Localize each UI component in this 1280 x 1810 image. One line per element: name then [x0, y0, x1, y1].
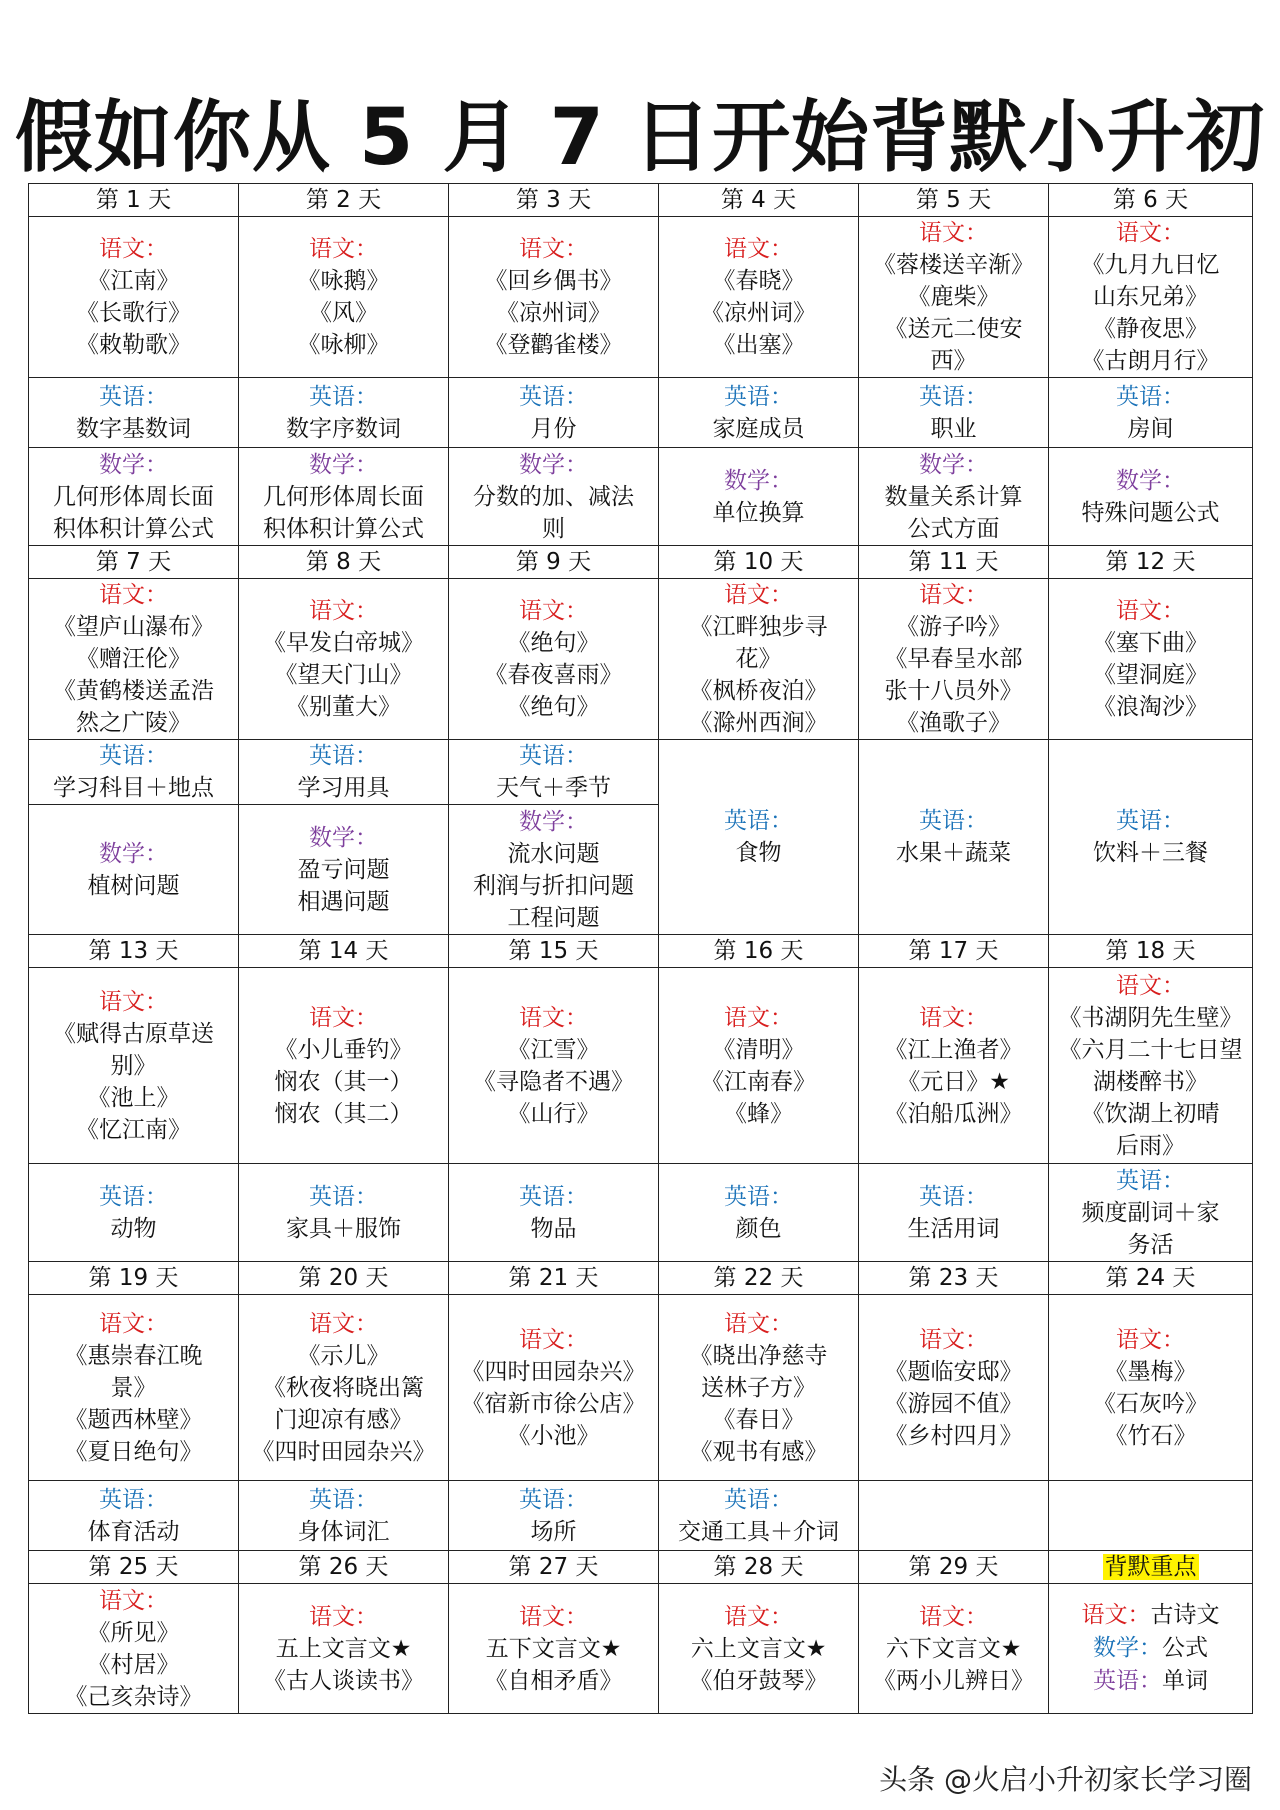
day-header: 第 10 天: [659, 546, 859, 579]
english-label: 英语：: [99, 383, 168, 410]
day-header: 第 6 天: [1049, 184, 1253, 217]
poem: 《自相矛盾》: [484, 1667, 623, 1694]
poem: 《晓出净慈寺: [689, 1342, 828, 1369]
english-cell: [449, 1481, 659, 1551]
day-header: 第 25 天: [29, 1551, 239, 1584]
math-label: 数学：: [309, 451, 378, 478]
poem: 六上文言文★: [690, 1635, 827, 1662]
english-topic: 数字序数词: [286, 415, 401, 442]
poem: 《乡村四月》: [884, 1422, 1023, 1449]
math-cell: [449, 805, 659, 935]
chinese-label: 语文：: [519, 1326, 588, 1353]
poem: 《清明》: [712, 1036, 805, 1063]
poem: 《江南》: [87, 268, 180, 294]
chinese-cell: [239, 1584, 449, 1714]
math-topic: 数量关系计算: [884, 483, 1023, 510]
summary-math-value: 公式: [1162, 1635, 1208, 1661]
math-topic: 公式方面: [907, 515, 1000, 542]
math-topic: 单位换算: [712, 499, 805, 526]
summary-title: 背默重点: [1104, 1554, 1197, 1580]
poem: 《池上》: [87, 1084, 180, 1111]
day-header: 第 26 天: [239, 1551, 449, 1584]
math-cell: [239, 805, 449, 935]
empty-cell: [859, 1481, 1049, 1551]
math-cell: [449, 448, 659, 546]
empty-cell: [1049, 1481, 1253, 1551]
poem: 后雨》: [1116, 1132, 1185, 1159]
chinese-label: 语文：: [919, 220, 988, 246]
poem: 《静夜思》: [1093, 316, 1208, 342]
chinese-cell: [29, 1584, 239, 1714]
math-cell: [1049, 448, 1253, 546]
english-label: 英语：: [99, 1486, 168, 1513]
day-header: 第 18 天: [1049, 935, 1253, 968]
poem: 《两小儿辨日》: [873, 1667, 1034, 1694]
poem: 《别董大》: [286, 694, 401, 720]
math-topic: 流水问题: [507, 840, 600, 867]
poem: 悯农（其一）: [274, 1068, 413, 1095]
poem: 西》: [930, 348, 977, 374]
day-header: 第 11 天: [859, 546, 1049, 579]
english-topic: 动物: [110, 1215, 157, 1242]
poem: 《六月二十七日望: [1058, 1036, 1243, 1063]
english-label: 英语：: [519, 383, 588, 410]
poem: 《忆江南》: [76, 1116, 191, 1143]
poem: 《小儿垂钓》: [274, 1036, 413, 1063]
day-header: 第 14 天: [239, 935, 449, 968]
day-header: 第 9 天: [449, 546, 659, 579]
chinese-label: 语文：: [519, 598, 588, 624]
math-label: 数学：: [519, 451, 588, 478]
chinese-label: 语文：: [724, 582, 793, 608]
summary-chinese: [1051, 1599, 1250, 1632]
chinese-label: 语文：: [99, 582, 168, 608]
english-cell: [29, 740, 239, 805]
poem: 《江畔独步寻: [689, 614, 828, 640]
chinese-label: 语文：: [99, 236, 168, 262]
poem: 《登鹳雀楼》: [484, 332, 623, 358]
english-cell: [1049, 740, 1253, 935]
day-header: 第 8 天: [239, 546, 449, 579]
poem: 《回乡偶书》: [484, 268, 623, 294]
day-header: 第 1 天: [29, 184, 239, 217]
chinese-label: 语文：: [919, 1326, 988, 1353]
summary-english-value: 单词: [1162, 1668, 1208, 1694]
poem: 张十八员外》: [884, 678, 1023, 704]
chinese-cell: [859, 217, 1049, 378]
chinese-label: 语文：: [919, 1004, 988, 1031]
poem: 《鹿柴》: [907, 284, 1000, 310]
poem: 《蜂》: [724, 1100, 793, 1127]
poem: 《饮湖上初晴: [1081, 1100, 1220, 1127]
chinese-label: 语文：: [919, 1603, 988, 1630]
poem: 《寻隐者不遇》: [473, 1068, 634, 1095]
chinese-label: 语文：: [1081, 1602, 1151, 1628]
chinese-label: 语文：: [309, 236, 378, 262]
english-label: 英语：: [919, 383, 988, 410]
english-cell: [239, 1164, 449, 1262]
english-topic: 饮料＋三餐: [1093, 840, 1208, 866]
summary-math: [1051, 1632, 1250, 1665]
english-topic: 颜色: [735, 1215, 782, 1242]
poem: 《咏柳》: [297, 332, 390, 358]
day-header: 第 21 天: [449, 1262, 659, 1295]
chinese-label: 语文：: [99, 1310, 168, 1337]
chinese-label: 语文：: [309, 1004, 378, 1031]
poem: 《望洞庭》: [1093, 662, 1208, 688]
poem: 《塞下曲》: [1093, 630, 1208, 656]
english-cell: [449, 1164, 659, 1262]
english-label: 英语：: [1093, 1668, 1162, 1694]
day-header: 第 27 天: [449, 1551, 659, 1584]
english-topic: 月份: [530, 415, 577, 442]
chinese-cell: [449, 217, 659, 378]
english-topic: 身体词汇: [297, 1518, 390, 1545]
chinese-label: 语文：: [724, 236, 793, 262]
poem: 《山行》: [507, 1100, 600, 1127]
math-label: 数学：: [309, 824, 378, 851]
poem: 《望天门山》: [274, 662, 413, 688]
chinese-label: 语文：: [724, 1603, 793, 1630]
chinese-label: 语文：: [1116, 598, 1185, 624]
english-cell: [859, 740, 1049, 935]
math-topic: 则: [542, 515, 565, 542]
poem: 《题西林壁》: [64, 1406, 203, 1433]
chinese-cell: [1049, 968, 1253, 1164]
poem: 湖楼醉书》: [1093, 1068, 1208, 1095]
english-topic: 天气＋季节: [496, 775, 611, 801]
poem: 《渔歌子》: [896, 710, 1011, 736]
watermark-footer: 头条 @火启小升初家长学习圈: [879, 1763, 1252, 1796]
chinese-cell: [449, 968, 659, 1164]
day-header: 第 22 天: [659, 1262, 859, 1295]
day-header: 第 20 天: [239, 1262, 449, 1295]
english-topic: 生活用词: [907, 1215, 1000, 1242]
chinese-cell: [659, 1295, 859, 1481]
poem: 《枫桥夜泊》: [689, 678, 828, 704]
chinese-label: 语文：: [99, 988, 168, 1015]
english-label: 英语：: [1116, 383, 1185, 410]
english-cell: [859, 1164, 1049, 1262]
poem: 《绝句》: [507, 694, 600, 720]
poem: 《游子吟》: [896, 614, 1011, 640]
english-cell: [29, 378, 239, 448]
chinese-cell: [659, 217, 859, 378]
poem: 《宿新市徐公店》: [461, 1390, 646, 1417]
english-cell: [659, 740, 859, 935]
poem: 《古人谈读书》: [263, 1667, 424, 1694]
day-header: 第 28 天: [659, 1551, 859, 1584]
math-label: 数学：: [919, 451, 988, 478]
chinese-label: 语文：: [724, 1310, 793, 1337]
chinese-label: 语文：: [309, 1310, 378, 1337]
chinese-label: 语文：: [1116, 220, 1185, 246]
day-header: 第 16 天: [659, 935, 859, 968]
chinese-label: 语文：: [309, 598, 378, 624]
poem: 《江上渔者》: [884, 1036, 1023, 1063]
poem: 《望庐山瀑布》: [53, 614, 214, 640]
poem: 《惠崇春江晚: [64, 1342, 203, 1369]
poem: 《春夜喜雨》: [484, 662, 623, 688]
poem: 《泊船瓜洲》: [884, 1100, 1023, 1127]
math-label: 数学：: [99, 840, 168, 867]
math-cell: [859, 448, 1049, 546]
poem: 送林子方》: [701, 1374, 816, 1401]
english-label: 英语：: [1116, 808, 1185, 834]
english-label: 英语：: [1116, 1167, 1185, 1194]
english-topic: 务活: [1127, 1231, 1174, 1258]
english-cell: [659, 1164, 859, 1262]
poem: 《示儿》: [297, 1342, 390, 1369]
english-topic: 水果＋蔬菜: [896, 840, 1011, 866]
math-cell: [29, 805, 239, 935]
english-label: 英语：: [724, 383, 793, 410]
day-header: 第 3 天: [449, 184, 659, 217]
math-label: 数学：: [724, 467, 793, 494]
poem: 《出塞》: [712, 332, 805, 358]
day-header: 第 13 天: [29, 935, 239, 968]
english-cell: [29, 1481, 239, 1551]
math-label: 数学：: [99, 451, 168, 478]
chinese-cell: [29, 217, 239, 378]
poem: 《观书有感》: [689, 1438, 828, 1465]
day-header: 第 7 天: [29, 546, 239, 579]
poem: 五下文言文★: [485, 1635, 622, 1662]
chinese-cell: [859, 1584, 1049, 1714]
chinese-cell: [449, 1295, 659, 1481]
chinese-label: 语文：: [724, 1004, 793, 1031]
poem: 《元日》★: [897, 1068, 1010, 1095]
day-header: 第 5 天: [859, 184, 1049, 217]
math-label: 数学：: [1116, 467, 1185, 494]
math-topic: 积体积计算公式: [53, 515, 214, 542]
summary-chinese-value: 古诗文: [1150, 1602, 1220, 1628]
english-cell: [239, 740, 449, 805]
chinese-label: 语文：: [1116, 972, 1185, 999]
chinese-cell: [1049, 579, 1253, 740]
english-cell: [239, 378, 449, 448]
chinese-label: 语文：: [519, 1603, 588, 1630]
poem: 《江南春》: [701, 1068, 816, 1095]
english-topic: 物品: [530, 1215, 577, 1242]
poem: 《早春呈水部: [884, 646, 1023, 672]
poem: 《九月九日忆: [1081, 252, 1220, 278]
chinese-cell: [239, 1295, 449, 1481]
math-topic: 植树问题: [87, 872, 180, 899]
english-cell: [29, 1164, 239, 1262]
english-topic: 频度副词＋家: [1081, 1199, 1220, 1226]
chinese-cell: [1049, 217, 1253, 378]
poem: 《黄鹤楼送孟浩: [53, 678, 214, 704]
day-header: 第 4 天: [659, 184, 859, 217]
math-topic: 积体积计算公式: [263, 515, 424, 542]
poem: 《四时田园杂兴》: [251, 1438, 436, 1465]
english-label: 英语：: [99, 743, 168, 769]
english-cell: [1049, 1164, 1253, 1262]
poem: 《村居》: [87, 1651, 180, 1678]
chinese-cell: [29, 968, 239, 1164]
day-header: 第 17 天: [859, 935, 1049, 968]
poem: 《送元二使安: [884, 316, 1023, 342]
poem: 《秋夜将晓出篱: [263, 1374, 424, 1401]
chinese-cell: [449, 579, 659, 740]
english-label: 英语：: [919, 808, 988, 834]
english-cell: [449, 378, 659, 448]
day-header: 第 15 天: [449, 935, 659, 968]
poem: 别》: [110, 1052, 157, 1079]
english-label: 英语：: [309, 383, 378, 410]
poem: 《墨梅》: [1104, 1358, 1197, 1385]
page-title: 假如你从 5 月 7 日开始背默小升初: [14, 93, 1266, 183]
poem: 门迎凉有感》: [274, 1406, 413, 1433]
poem: 悯农（其二）: [274, 1100, 413, 1127]
day-header: 第 2 天: [239, 184, 449, 217]
chinese-label: 语文：: [919, 582, 988, 608]
english-topic: 体育活动: [87, 1518, 180, 1545]
math-topic: 盈亏问题: [297, 856, 390, 883]
english-label: 英语：: [724, 808, 793, 834]
day-header: 第 12 天: [1049, 546, 1253, 579]
english-cell: [659, 1481, 859, 1551]
math-topic: 几何形体周长面: [263, 483, 424, 510]
summary-english: [1051, 1665, 1250, 1698]
poem: 《蓉楼送辛渐》: [873, 252, 1034, 278]
day-header: 第 23 天: [859, 1262, 1049, 1295]
poem: 《游园不值》: [884, 1390, 1023, 1417]
poem: 然之广陵》: [76, 710, 191, 736]
poem: 《长歌行》: [76, 300, 191, 326]
poem: 山东兄弟》: [1093, 284, 1208, 310]
poem: 《风》: [309, 300, 378, 326]
english-topic: 交通工具＋介词: [678, 1518, 839, 1545]
english-topic: 家具＋服饰: [286, 1215, 401, 1242]
poem: 《绝句》: [507, 630, 600, 656]
poem: 《浪淘沙》: [1093, 694, 1208, 720]
poem: 《题临安邸》: [884, 1358, 1023, 1385]
poem: 《咏鹅》: [297, 268, 390, 294]
poem: 《伯牙鼓琴》: [689, 1667, 828, 1694]
english-label: 英语：: [309, 1183, 378, 1210]
poem: 《石灰吟》: [1093, 1390, 1208, 1417]
poem: 《敕勒歌》: [76, 332, 191, 358]
chinese-cell: [659, 968, 859, 1164]
chinese-cell: [859, 1295, 1049, 1481]
english-topic: 数字基数词: [76, 415, 191, 442]
poem: 五上文言文★: [275, 1635, 412, 1662]
poem: 《所见》: [87, 1619, 180, 1646]
summary-cell: [1049, 1584, 1253, 1714]
poem: 《古朗月行》: [1081, 348, 1220, 374]
study-plan-table: [28, 183, 1253, 1714]
chinese-label: 语文：: [1116, 1326, 1185, 1353]
poem: 《早发白帝城》: [263, 630, 424, 656]
english-label: 英语：: [309, 1486, 378, 1513]
english-label: 英语：: [724, 1183, 793, 1210]
chinese-label: 语文：: [99, 1587, 168, 1614]
chinese-cell: [1049, 1295, 1253, 1481]
poem: 《春日》: [712, 1406, 805, 1433]
math-cell: [29, 448, 239, 546]
summary-header: [1049, 1551, 1253, 1584]
english-cell: [1049, 378, 1253, 448]
english-topic: 食物: [735, 840, 782, 866]
chinese-cell: [239, 579, 449, 740]
math-topic: 利润与折扣问题: [473, 872, 634, 899]
math-topic: 工程问题: [507, 904, 600, 931]
poem: 《凉州词》: [701, 300, 816, 326]
poem: 《滁州西涧》: [689, 710, 828, 736]
english-label: 英语：: [99, 1183, 168, 1210]
poem: 《江雪》: [507, 1036, 600, 1063]
poem: 《凉州词》: [496, 300, 611, 326]
poem: 花》: [735, 646, 782, 672]
poem: 《书湖阴先生壁》: [1058, 1004, 1243, 1031]
chinese-cell: [659, 579, 859, 740]
math-topic: 分数的加、减法: [473, 483, 634, 510]
poem: 《夏日绝句》: [64, 1438, 203, 1465]
english-label: 英语：: [519, 1183, 588, 1210]
english-topic: 家庭成员: [712, 415, 805, 442]
english-topic: 房间: [1127, 415, 1174, 442]
chinese-cell: [659, 1584, 859, 1714]
english-topic: 学习用具: [297, 775, 390, 801]
math-cell: [659, 448, 859, 546]
chinese-cell: [859, 579, 1049, 740]
chinese-label: 语文：: [519, 236, 588, 262]
chinese-cell: [29, 1295, 239, 1481]
chinese-label: 语文：: [519, 1004, 588, 1031]
poem: 《赠汪伦》: [76, 646, 191, 672]
english-label: 英语：: [919, 1183, 988, 1210]
english-topic: 职业: [930, 415, 977, 442]
poem: 《竹石》: [1104, 1422, 1197, 1449]
poem: 《赋得古原草送: [53, 1020, 214, 1047]
math-label: 数学：: [519, 808, 588, 835]
poem: 景》: [110, 1374, 157, 1401]
day-header: 第 24 天: [1049, 1262, 1253, 1295]
chinese-cell: [859, 968, 1049, 1164]
poem: 《春晓》: [712, 268, 805, 294]
poem: 六下文言文★: [885, 1635, 1022, 1662]
english-label: 英语：: [724, 1486, 793, 1513]
english-cell: [449, 740, 659, 805]
poem: 《四时田园杂兴》: [461, 1358, 646, 1385]
day-header: 第 19 天: [29, 1262, 239, 1295]
chinese-cell: [239, 217, 449, 378]
chinese-cell: [239, 968, 449, 1164]
chinese-label: 语文：: [309, 1603, 378, 1630]
chinese-cell: [29, 579, 239, 740]
poem: 《小池》: [507, 1422, 600, 1449]
chinese-cell: [449, 1584, 659, 1714]
poem: 《己亥杂诗》: [64, 1683, 203, 1710]
math-cell: [239, 448, 449, 546]
english-cell: [239, 1481, 449, 1551]
day-header: 第 29 天: [859, 1551, 1049, 1584]
english-label: 英语：: [519, 743, 588, 769]
english-label: 英语：: [309, 743, 378, 769]
math-topic: 相遇问题: [297, 888, 390, 915]
math-topic: 几何形体周长面: [53, 483, 214, 510]
math-label: 数学：: [1093, 1635, 1162, 1661]
english-label: 英语：: [519, 1486, 588, 1513]
english-cell: [659, 378, 859, 448]
math-topic: 特殊问题公式: [1081, 499, 1220, 526]
english-topic: 场所: [530, 1518, 577, 1545]
english-cell: [859, 378, 1049, 448]
english-topic: 学习科目＋地点: [53, 775, 214, 801]
